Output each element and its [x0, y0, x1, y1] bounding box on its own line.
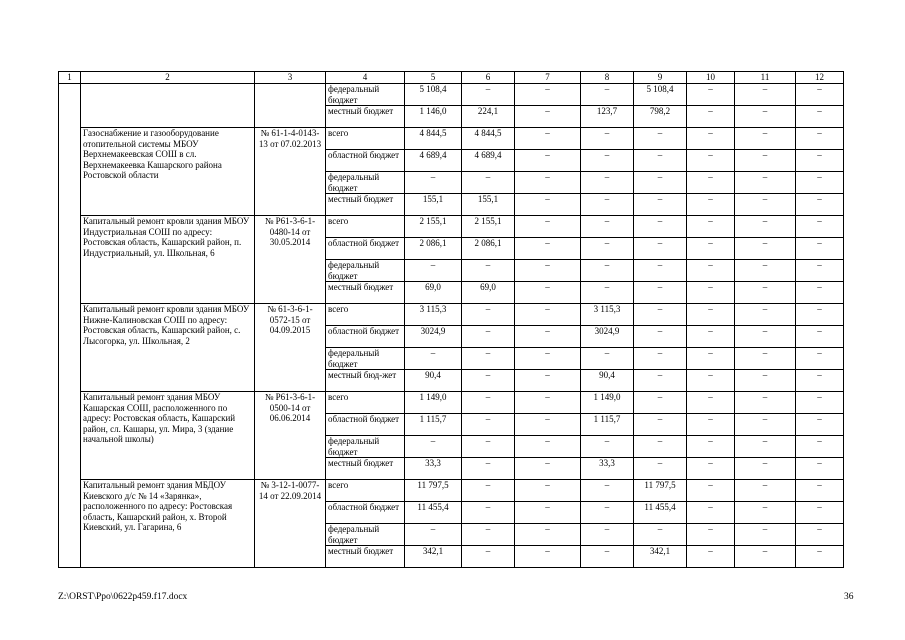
- value-cell: 2 155,1: [462, 216, 515, 238]
- value-cell: 69,0: [405, 282, 462, 304]
- value-cell: –: [687, 370, 735, 392]
- value-cell: –: [405, 260, 462, 282]
- value-cell: –: [634, 150, 687, 172]
- value-cell: –: [687, 172, 735, 194]
- value-cell: 342,1: [634, 546, 687, 568]
- table-row: [59, 304, 844, 326]
- value-cell: –: [735, 370, 796, 392]
- value-cell: –: [735, 84, 796, 106]
- value-cell: –: [462, 326, 515, 348]
- funding-source-cell: местный бюджет: [326, 546, 405, 568]
- value-cell: –: [687, 304, 735, 326]
- value-cell: 90,4: [581, 370, 634, 392]
- value-cell: 11 455,4: [405, 502, 462, 524]
- value-cell: –: [462, 502, 515, 524]
- value-cell: –: [581, 348, 634, 370]
- value-cell: –: [462, 392, 515, 414]
- value-cell: –: [634, 458, 687, 480]
- value-cell: –: [796, 326, 844, 348]
- value-cell: –: [405, 172, 462, 194]
- value-cell: 3024,9: [405, 326, 462, 348]
- value-cell: –: [581, 436, 634, 458]
- value-cell: –: [515, 348, 581, 370]
- value-cell: –: [462, 84, 515, 106]
- value-cell: –: [515, 392, 581, 414]
- funding-source-cell: всего: [326, 304, 405, 326]
- funding-source-cell: федеральный бюджет: [326, 172, 405, 194]
- value-cell: 3 115,3: [581, 304, 634, 326]
- value-cell: –: [405, 436, 462, 458]
- value-cell: 69,0: [462, 282, 515, 304]
- funding-source-cell: федеральный бюджет: [326, 524, 405, 546]
- funding-source-cell: федеральный бюджет: [326, 84, 405, 106]
- value-cell: –: [796, 524, 844, 546]
- table-body: [59, 72, 844, 568]
- value-cell: 2 086,1: [462, 238, 515, 260]
- value-cell: –: [687, 546, 735, 568]
- value-cell: 1 149,0: [405, 392, 462, 414]
- value-cell: –: [581, 84, 634, 106]
- value-cell: –: [687, 106, 735, 128]
- value-cell: –: [634, 436, 687, 458]
- value-cell: –: [462, 172, 515, 194]
- value-cell: 3 115,3: [405, 304, 462, 326]
- value-cell: –: [796, 546, 844, 568]
- value-cell: –: [462, 436, 515, 458]
- value-cell: –: [634, 524, 687, 546]
- document-cell: № Р61-3-6-1-0480-14 от 30.05.2014: [255, 216, 326, 304]
- value-cell: –: [687, 238, 735, 260]
- funding-source-cell: областной бюджет: [326, 150, 405, 172]
- value-cell: 2 086,1: [405, 238, 462, 260]
- value-cell: 1 115,7: [581, 414, 634, 436]
- value-cell: –: [735, 150, 796, 172]
- value-cell: –: [515, 370, 581, 392]
- value-cell: –: [796, 172, 844, 194]
- column-header: 9: [634, 72, 687, 84]
- value-cell: –: [581, 480, 634, 502]
- value-cell: –: [634, 348, 687, 370]
- value-cell: 90,4: [405, 370, 462, 392]
- funding-source-cell: областной бюджет: [326, 414, 405, 436]
- value-cell: –: [735, 282, 796, 304]
- value-cell: –: [735, 458, 796, 480]
- object-name-cell: Капитальный ремонт кровли здания МБОУ Нижне-Калиновская СОШ по адресу: Ростовская область, Кашарский район, с. Лысогорка, ул. Школьная, 2: [81, 304, 255, 392]
- value-cell: –: [515, 524, 581, 546]
- value-cell: 4 689,4: [405, 150, 462, 172]
- funding-source-cell: местный бюджет: [326, 194, 405, 216]
- value-cell: 155,1: [462, 194, 515, 216]
- value-cell: 2 155,1: [405, 216, 462, 238]
- document-cell: № 3-12-1-0077-14 от 22.09.2014: [255, 480, 326, 568]
- value-cell: –: [634, 370, 687, 392]
- value-cell: –: [462, 348, 515, 370]
- column-header: 10: [687, 72, 735, 84]
- value-cell: –: [462, 458, 515, 480]
- value-cell: –: [796, 150, 844, 172]
- value-cell: –: [735, 304, 796, 326]
- table-row: [59, 392, 844, 414]
- value-cell: –: [515, 458, 581, 480]
- value-cell: 1 149,0: [581, 392, 634, 414]
- value-cell: 155,1: [405, 194, 462, 216]
- value-cell: 33,3: [405, 458, 462, 480]
- document-cell: [255, 84, 326, 128]
- value-cell: –: [515, 260, 581, 282]
- table-row: [59, 216, 844, 238]
- value-cell: –: [462, 480, 515, 502]
- value-cell: –: [581, 216, 634, 238]
- value-cell: –: [634, 172, 687, 194]
- table-row: [59, 128, 844, 150]
- value-cell: 33,3: [581, 458, 634, 480]
- value-cell: –: [796, 502, 844, 524]
- funding-source-cell: федеральный бюджет: [326, 436, 405, 458]
- column-header: 5: [405, 72, 462, 84]
- value-cell: 798,2: [634, 106, 687, 128]
- value-cell: –: [735, 238, 796, 260]
- document-cell: № 61-3-6-1-0572-15 от 04.09.2015: [255, 304, 326, 392]
- value-cell: –: [462, 260, 515, 282]
- value-cell: –: [735, 172, 796, 194]
- value-cell: –: [796, 194, 844, 216]
- value-cell: –: [687, 150, 735, 172]
- value-cell: –: [735, 524, 796, 546]
- value-cell: –: [515, 172, 581, 194]
- value-cell: –: [462, 304, 515, 326]
- value-cell: 5 108,4: [634, 84, 687, 106]
- value-cell: –: [515, 436, 581, 458]
- value-cell: –: [687, 216, 735, 238]
- value-cell: –: [735, 106, 796, 128]
- value-cell: –: [515, 502, 581, 524]
- object-name-cell: [81, 84, 255, 128]
- value-cell: –: [796, 414, 844, 436]
- value-cell: –: [687, 480, 735, 502]
- value-cell: –: [581, 502, 634, 524]
- value-cell: –: [581, 172, 634, 194]
- value-cell: 1 146,0: [405, 106, 462, 128]
- funding-source-cell: местный бюджет: [326, 106, 405, 128]
- column-header: 7: [515, 72, 581, 84]
- value-cell: –: [634, 260, 687, 282]
- value-cell: –: [796, 238, 844, 260]
- value-cell: –: [634, 128, 687, 150]
- value-cell: –: [634, 238, 687, 260]
- column-header: 2: [81, 72, 255, 84]
- value-cell: –: [796, 370, 844, 392]
- value-cell: –: [687, 524, 735, 546]
- value-cell: –: [405, 524, 462, 546]
- object-name-cell: Капитальный ремонт здания МБОУ Кашарская СОШ, расположенного по адресу: Ростовская область, Кашарский район, сл. Кашары, ул. Мира, 3 (здание начальной школы): [81, 392, 255, 480]
- row-number-cell: [59, 84, 81, 568]
- value-cell: –: [735, 436, 796, 458]
- value-cell: –: [796, 84, 844, 106]
- funding-source-cell: всего: [326, 128, 405, 150]
- funding-source-cell: всего: [326, 480, 405, 502]
- value-cell: 11 455,4: [634, 502, 687, 524]
- file-path: Z:\ORST\Ppo\0622p459.f17.docx: [58, 592, 188, 602]
- value-cell: –: [515, 546, 581, 568]
- value-cell: –: [515, 150, 581, 172]
- value-cell: –: [634, 216, 687, 238]
- funding-source-cell: областной бюджет: [326, 238, 405, 260]
- value-cell: –: [462, 546, 515, 568]
- column-header: 12: [796, 72, 844, 84]
- value-cell: –: [796, 128, 844, 150]
- object-name-cell: Газоснабжение и газооборудование отопительной системы МБОУ Верхнемакеевская СОШ в сл. Верхнемакеевка Кашарского района Ростовской области: [81, 128, 255, 216]
- value-cell: –: [687, 84, 735, 106]
- value-cell: –: [687, 282, 735, 304]
- column-header: 4: [326, 72, 405, 84]
- value-cell: 4 844,5: [405, 128, 462, 150]
- value-cell: –: [515, 304, 581, 326]
- budget-table: [58, 71, 844, 568]
- page-number: 36: [844, 592, 854, 602]
- value-cell: –: [581, 128, 634, 150]
- value-cell: –: [687, 436, 735, 458]
- value-cell: –: [796, 260, 844, 282]
- document-cell: № 61-1-4-0143-13 от 07.02.2013: [255, 128, 326, 216]
- value-cell: –: [515, 84, 581, 106]
- table-row: [59, 480, 844, 502]
- value-cell: –: [581, 546, 634, 568]
- value-cell: –: [687, 194, 735, 216]
- object-name-cell: Капитальный ремонт кровли здания МБОУ Индустриальная СОШ по адресу: Ростовская область, Кашарский район, п. Индустриальный, ул. Школьная, 6: [81, 216, 255, 304]
- funding-source-cell: областной бюджет: [326, 502, 405, 524]
- value-cell: 1 115,7: [405, 414, 462, 436]
- value-cell: –: [687, 458, 735, 480]
- value-cell: –: [462, 414, 515, 436]
- value-cell: –: [687, 128, 735, 150]
- value-cell: –: [687, 392, 735, 414]
- value-cell: –: [687, 502, 735, 524]
- funding-source-cell: местный бюджет: [326, 282, 405, 304]
- funding-source-cell: местный бюджет: [326, 458, 405, 480]
- value-cell: –: [735, 414, 796, 436]
- value-cell: –: [515, 282, 581, 304]
- value-cell: 3024,9: [581, 326, 634, 348]
- value-cell: –: [735, 502, 796, 524]
- value-cell: –: [515, 106, 581, 128]
- value-cell: 11 797,5: [634, 480, 687, 502]
- value-cell: –: [735, 392, 796, 414]
- value-cell: –: [687, 414, 735, 436]
- value-cell: –: [735, 216, 796, 238]
- header-row: [59, 72, 844, 84]
- value-cell: –: [796, 480, 844, 502]
- value-cell: –: [581, 150, 634, 172]
- value-cell: –: [735, 194, 796, 216]
- value-cell: –: [581, 260, 634, 282]
- value-cell: –: [581, 524, 634, 546]
- value-cell: –: [634, 194, 687, 216]
- value-cell: –: [634, 326, 687, 348]
- value-cell: –: [515, 480, 581, 502]
- value-cell: –: [687, 348, 735, 370]
- funding-source-cell: федеральный бюджет: [326, 348, 405, 370]
- funding-source-cell: местный бюд-жет: [326, 370, 405, 392]
- value-cell: 4 689,4: [462, 150, 515, 172]
- value-cell: –: [515, 216, 581, 238]
- column-header: 11: [735, 72, 796, 84]
- value-cell: 4 844,5: [462, 128, 515, 150]
- value-cell: 123,7: [581, 106, 634, 128]
- value-cell: –: [634, 414, 687, 436]
- value-cell: –: [581, 238, 634, 260]
- value-cell: –: [735, 546, 796, 568]
- value-cell: –: [796, 282, 844, 304]
- value-cell: –: [796, 458, 844, 480]
- value-cell: –: [515, 194, 581, 216]
- column-header: 6: [462, 72, 515, 84]
- column-header: 3: [255, 72, 326, 84]
- column-header: 8: [581, 72, 634, 84]
- funding-source-cell: всего: [326, 392, 405, 414]
- value-cell: –: [462, 524, 515, 546]
- value-cell: –: [634, 304, 687, 326]
- value-cell: 224,1: [462, 106, 515, 128]
- value-cell: –: [796, 392, 844, 414]
- value-cell: –: [687, 260, 735, 282]
- value-cell: –: [796, 106, 844, 128]
- value-cell: –: [687, 326, 735, 348]
- value-cell: –: [796, 216, 844, 238]
- document-cell: № Р61-3-6-1-0500-14 от 06.06.2014: [255, 392, 326, 480]
- value-cell: –: [462, 370, 515, 392]
- value-cell: –: [581, 282, 634, 304]
- value-cell: –: [735, 260, 796, 282]
- value-cell: –: [515, 238, 581, 260]
- value-cell: –: [581, 194, 634, 216]
- value-cell: –: [735, 128, 796, 150]
- object-name-cell: Капитальный ремонт здания МБДОУ Киевского д/с № 14 «Зарянка», расположенного по адресу: Ростовская область, Кашарский район, х. Второй Киевский, ул. Гагарина, 6: [81, 480, 255, 568]
- value-cell: –: [796, 304, 844, 326]
- value-cell: –: [735, 480, 796, 502]
- value-cell: 11 797,5: [405, 480, 462, 502]
- value-cell: –: [515, 128, 581, 150]
- funding-source-cell: всего: [326, 216, 405, 238]
- value-cell: –: [405, 348, 462, 370]
- value-cell: 342,1: [405, 546, 462, 568]
- value-cell: –: [515, 326, 581, 348]
- funding-source-cell: областной бюджет: [326, 326, 405, 348]
- funding-source-cell: федеральный бюджет: [326, 260, 405, 282]
- value-cell: –: [515, 414, 581, 436]
- value-cell: –: [735, 348, 796, 370]
- table-row: [59, 84, 844, 106]
- value-cell: –: [796, 436, 844, 458]
- value-cell: 5 108,4: [405, 84, 462, 106]
- value-cell: –: [634, 392, 687, 414]
- value-cell: –: [735, 326, 796, 348]
- value-cell: –: [796, 348, 844, 370]
- value-cell: –: [634, 282, 687, 304]
- column-header: 1: [59, 72, 81, 84]
